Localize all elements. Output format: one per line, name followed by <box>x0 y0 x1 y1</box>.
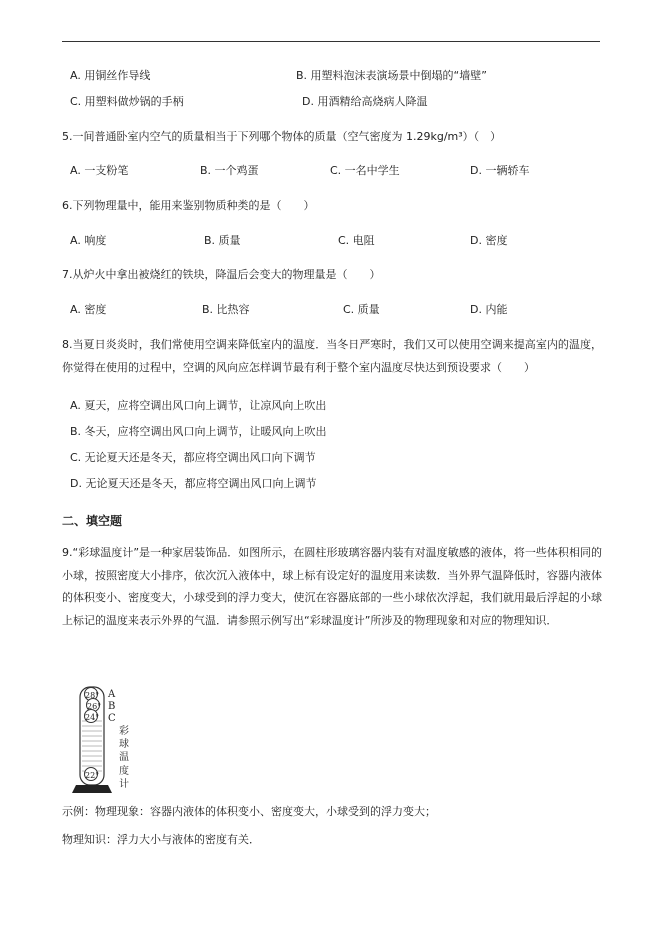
q5-stem: 5.一间普通卧室内空气的质量相当于下列哪个物体的质量（空气密度为 1.29kg/m³）（ ） <box>62 130 502 143</box>
q6-option-b: B. 质量 <box>204 234 241 247</box>
q8-option-d: D. 无论夏天还是冬天，都应将空调出风口向上调节 <box>70 477 317 490</box>
q4-option-b: B. 用塑料泡沫表演场景中倒塌的“墙壁” <box>296 69 487 82</box>
figure-letter-a: A <box>108 689 116 700</box>
q7-option-c: C. 质量 <box>343 303 380 316</box>
q6-stem: 6.下列物理量中，能用来鉴别物质种类的是（ ） <box>62 199 315 212</box>
ball-label-22: 22° <box>85 771 100 780</box>
q8-option-b: B. 冬天，应将空调出风口向上调节，让暖风向上吹出 <box>70 425 327 438</box>
header-rule <box>62 41 600 42</box>
q9-knowledge: 物理知识：浮力大小与液体的密度有关． <box>62 833 260 846</box>
q8-option-a: A. 夏天，应将空调出风口向上调节，让凉风向上吹出 <box>70 399 327 412</box>
q5-option-b: B. 一个鸡蛋 <box>200 164 259 177</box>
figure-caption: 彩球温度计 <box>119 726 129 790</box>
q7-option-b: B. 比热容 <box>202 303 250 316</box>
q4-option-d: D. 用酒精给高烧病人降温 <box>302 95 428 108</box>
ball-label-28: 28° <box>85 691 100 700</box>
q9-example: 示例：物理现象：容器内液体的体积变小、密度变大，小球受到的浮力变大； <box>62 805 436 818</box>
q9-stem: 9.“彩球温度计”是一种家居装饰品．如图所示，在圆柱形玻璃容器内装有对温度敏感的液体，将一些体积相同的小球，按照密度大小排序，依次沉入液体中，球上标有设定好的温度用来读数．当外界气温降低时，容器内液体的体积变小、密度变大，小球受到的浮力变大，使沉在容器底部的一些小球依次浮起，我们就用最后浮起的小球上标记的温度来表示外界的气温．请参照示例写出“彩球温度计”所涉及的物理现象和对应的物理知识． <box>62 546 602 627</box>
q6-option-c: C. 电阻 <box>338 234 375 247</box>
q8-stem: 8.当夏日炎炎时，我们常使用空调来降低室内的温度．当冬日严寒时，我们又可以使用空调来提高室内的温度，你觉得在使用的过程中，空调的风向应怎样调节最有利于整个室内温度尽快达到预设要求（ ） <box>62 338 602 374</box>
figure-letter-b: B <box>108 701 116 712</box>
q7-option-a: A. 密度 <box>70 303 107 316</box>
q6-option-a: A. 响度 <box>70 234 107 247</box>
q4-option-a: A. 用铜丝作导线 <box>70 69 151 82</box>
q8-option-c: C. 无论夏天还是冬天，都应将空调出风口向下调节 <box>70 451 316 464</box>
ball-label-26: 26° <box>87 702 102 711</box>
q5-option-c: C. 一名中学生 <box>330 164 400 177</box>
q7-stem: 7.从炉火中拿出被烧红的铁块，降温后会变大的物理量是（ ） <box>62 268 381 281</box>
q5-option-d: D. 一辆轿车 <box>470 164 530 177</box>
section-heading: 二、填空题 <box>62 514 123 528</box>
q5-option-a: A. 一支粉笔 <box>70 164 129 177</box>
q4-option-c: C. 用塑料做炒锅的手柄 <box>70 95 184 108</box>
q6-option-d: D. 密度 <box>470 234 508 247</box>
figure-letter-c: C <box>108 713 116 724</box>
ball-label-24: 24° <box>85 713 100 722</box>
q7-option-d: D. 内能 <box>470 303 508 316</box>
